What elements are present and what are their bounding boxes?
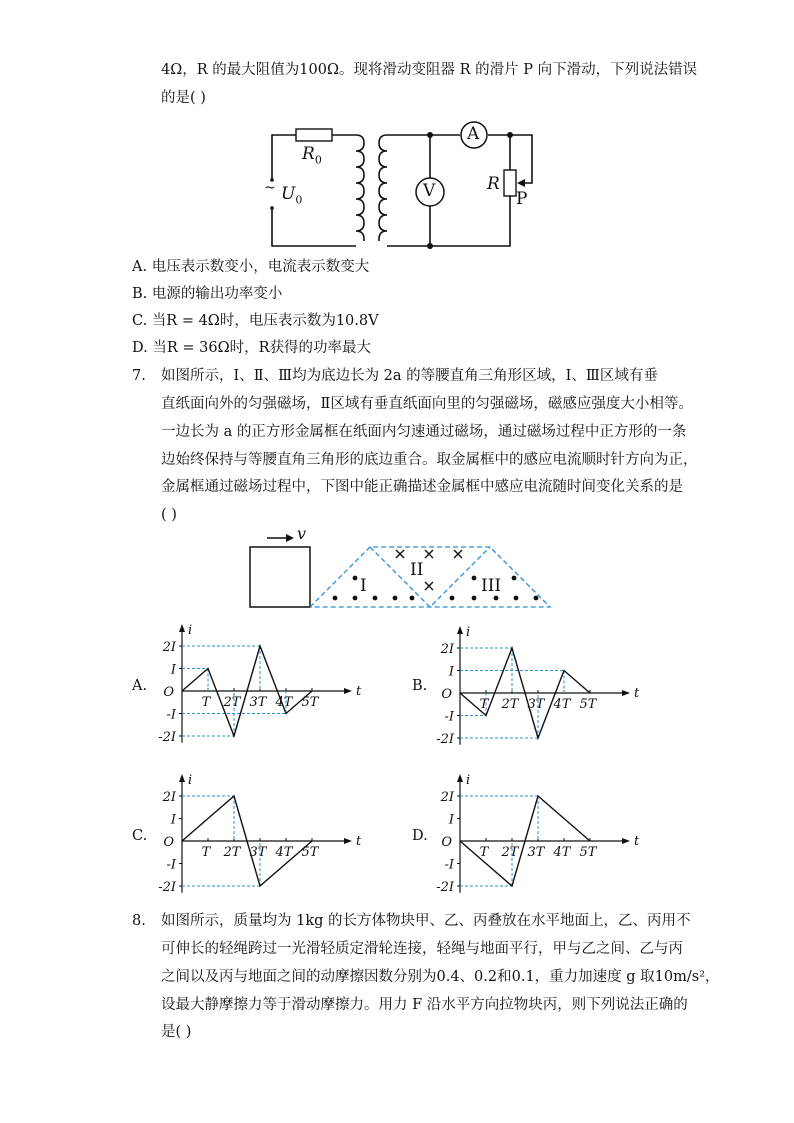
q6-option-b: B. 电源的输出功率变小: [132, 286, 283, 302]
y-axis-arrow: [179, 624, 185, 632]
q7-stem-line3: 一边长为 a 的正方形金属框在纸面内匀速通过磁场，通过磁场过程中正方形的一条: [161, 424, 687, 440]
u0-label: $U_0$: [281, 184, 303, 207]
graph-option-b: [430, 618, 640, 758]
y-tick-label: I: [448, 664, 454, 680]
y-tick-label: -2I: [436, 732, 454, 747]
q8-number: 8.: [132, 913, 146, 929]
y-tick-label: 2I: [440, 642, 454, 657]
y-axis-label: i: [466, 625, 471, 640]
x-tick-label: 2T: [223, 695, 241, 710]
x-axis-label: t: [356, 834, 362, 849]
y-axis-arrow: [457, 626, 463, 634]
q7-stem-line1: 如图所示，Ⅰ、Ⅱ、Ⅲ均为底边长为 2a 的等腰直角三角形区域，Ⅰ、Ⅲ区域有垂: [161, 368, 658, 384]
y-axis-label: i: [466, 773, 471, 788]
graph-option-d: [430, 766, 640, 906]
q6-stem-line2: 的是( ): [161, 90, 206, 106]
x-tick-label: 5T: [579, 845, 597, 860]
x-axis-arrow: [622, 690, 630, 696]
y-tick-label: -I: [166, 707, 176, 723]
graph-option-d-label: D.: [412, 828, 428, 844]
region1-label: I: [360, 576, 367, 596]
x-tick-label: T: [479, 845, 489, 860]
x-tick-label: T: [479, 697, 489, 712]
x-tick-label: 3T: [527, 845, 545, 860]
origin-label: O: [163, 835, 174, 850]
x-tick-label: 5T: [579, 697, 597, 712]
x-axis-label: t: [634, 686, 640, 701]
y-tick-label: -I: [166, 857, 176, 873]
ac-symbol: ~: [264, 180, 276, 196]
y-tick-label: I: [170, 662, 176, 678]
ammeter-label: A: [467, 124, 480, 144]
region3-label: III: [481, 576, 502, 596]
x-tick-label: 2T: [501, 845, 519, 860]
q8-stem-line5: 是( ): [161, 1024, 192, 1040]
q6-option-c: C. 当R = 4Ω时，电压表示数为10.8V: [132, 313, 379, 329]
x-tick-label: 5T: [301, 695, 319, 710]
graph-option-a: [152, 616, 362, 756]
velocity-label: v: [297, 524, 307, 543]
x-axis-label: t: [356, 684, 362, 699]
q8-stem-line3: 之间以及丙与地面之间的动摩擦因数分别为0.4、0.2和0.1，重力加速度 g 取10m/s²，: [161, 969, 720, 985]
x-axis-label: t: [634, 834, 640, 849]
square-frame: [250, 547, 310, 607]
origin-label: O: [441, 835, 452, 850]
x-tick-label: 2T: [223, 845, 241, 860]
q8-stem-line1: 如图所示，质量均为 1kg 的长方体物块甲、乙、丙叠放在水平地面上，乙、丙用不: [161, 913, 691, 929]
x-tick-label: 4T: [275, 845, 293, 860]
x-tick-label: 4T: [275, 695, 293, 710]
y-tick-label: I: [170, 812, 176, 828]
q7-number: 7.: [132, 368, 146, 384]
graph-option-a-label: A.: [132, 678, 148, 694]
rheostat-label: R: [487, 174, 500, 194]
y-tick-label: 2I: [162, 640, 176, 655]
q7-stem-line4: 边始终保持与等腰直角三角形的底边重合。取金属框中的感应电流顺时针方向为正，: [161, 452, 698, 468]
voltmeter-label: V: [423, 181, 436, 201]
y-axis-label: i: [188, 623, 193, 638]
x-tick-label: 3T: [249, 695, 267, 710]
y-tick-label: -I: [444, 857, 454, 873]
q8-stem-line4: 设最大静摩擦力等于滑动摩擦力。用力 F 沿水平方向拉物块丙，则下列说法正确的: [161, 997, 688, 1013]
q6-option-a: A. 电压表示数变小，电流表示数变大: [132, 259, 370, 275]
q7-stem-line2: 直纸面向外的匀强磁场，Ⅱ区域有垂直纸面向里的匀强磁场，磁感应强度大小相等。: [161, 396, 693, 412]
q7-stem-line6: ( ): [161, 507, 177, 523]
y-tick-label: -2I: [158, 880, 176, 895]
q6-option-d: D. 当R = 36Ω时，R获得的功率最大: [132, 340, 372, 356]
q6-stem-line1: 4Ω，R 的最大阻值为100Ω。现将滑动变阻器 R 的滑片 P 向下滑动，下列说法错误: [161, 62, 698, 78]
x-tick-label: 2T: [501, 697, 519, 712]
y-tick-label: 2I: [162, 790, 176, 805]
region2-label: II: [410, 560, 424, 580]
graph-option-c: [152, 766, 362, 906]
graph-option-b-label: B.: [412, 678, 428, 694]
x-tick-label: T: [201, 695, 211, 710]
x-tick-label: T: [201, 845, 211, 860]
r0-label: $R_0$: [302, 144, 322, 167]
y-tick-label: -I: [444, 709, 454, 725]
y-tick-label: I: [448, 812, 454, 828]
x-tick-label: 3T: [527, 697, 545, 712]
graph-option-c-label: C.: [132, 828, 148, 844]
x-tick-label: 3T: [249, 845, 267, 860]
y-tick-label: 2I: [440, 790, 454, 805]
y-axis-label: i: [188, 773, 193, 788]
origin-label: O: [163, 685, 174, 700]
x-axis-arrow: [344, 838, 352, 844]
x-tick-label: 5T: [301, 845, 319, 860]
x-axis-arrow: [344, 688, 352, 694]
y-axis-arrow: [179, 774, 185, 782]
x-tick-label: 4T: [553, 845, 571, 860]
y-tick-label: -2I: [436, 880, 454, 895]
q8-stem-line2: 可伸长的轻绳跨过一光滑轻质定滑轮连接，轻绳与地面平行，甲与乙之间、乙与丙: [161, 941, 683, 957]
region1-dots: [333, 576, 415, 601]
origin-label: O: [441, 687, 452, 702]
y-axis-arrow: [457, 774, 463, 782]
x-axis-arrow: [622, 838, 630, 844]
y-tick-label: -2I: [158, 730, 176, 745]
x-tick-label: 4T: [553, 697, 571, 712]
q7-stem-line5: 金属框通过磁场过程中，下图中能正确描述金属框中感应电流随时间变化关系的是: [161, 479, 683, 495]
velocity-arrow: [286, 534, 294, 542]
slider-label: P: [516, 189, 528, 209]
